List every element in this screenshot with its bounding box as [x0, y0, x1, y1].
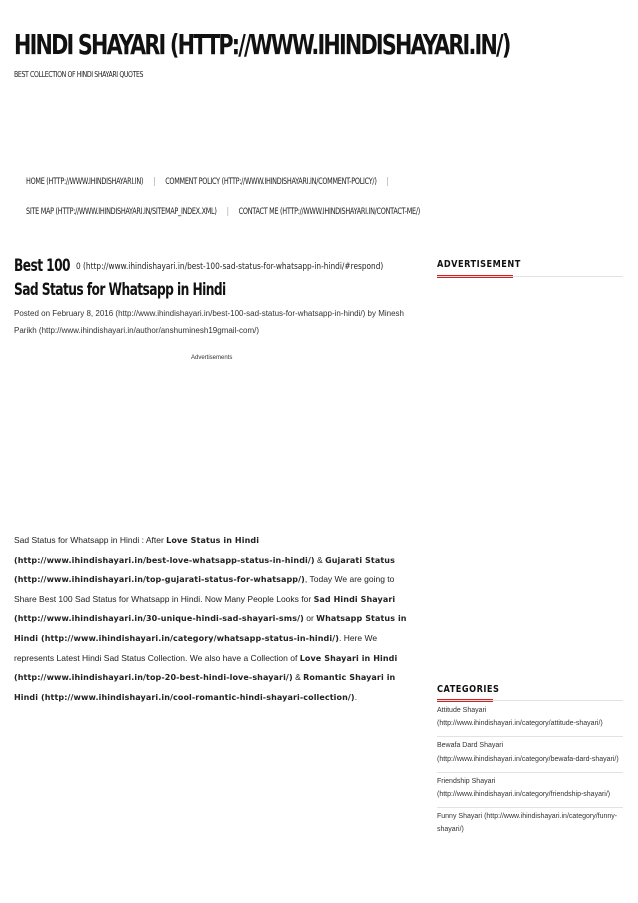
nav-item-site-map[interactable]: SITE MAP (HTTP://WWW.IHINDISHAYARI.IN/SITEMAP_INDEX.XML) — [26, 207, 217, 217]
link-romantic-shayari[interactable]: Romantic Shayari in Hindi (http://www.ihindishayari.in/cool-romantic-hindi-shayari-collection/) — [14, 673, 396, 702]
body-text: . Here We represents Latest Hindi Sad Status Collection. We also have a Collection of — [14, 632, 378, 663]
categories-widget-title: CATEGORIES — [437, 684, 500, 695]
main-nav-row-1 — [26, 177, 399, 187]
advertisement-widget-title: ADVERTISEMENT — [437, 259, 521, 270]
body-text: & — [292, 672, 304, 683]
link-sad-hindi-shayari[interactable]: Sad Hindi Shayari (http://www.ihindishayari.in/30-unique-hindi-sad-shayari-sms/) — [14, 594, 396, 624]
post-comments-link[interactable]: 0 (http://www.ihindishayari.in/best-100-sad-status-for-whatsapp-in-hindi/#respond) — [76, 262, 384, 272]
post-date-link[interactable]: February 8, 2016 (http://www.ihindishayari.in/best-100-sad-status-for-whatsapp-in-hindi/) — [52, 309, 366, 318]
meta-posted-on: Posted on — [14, 309, 53, 318]
advertisements-label: Advertisements — [191, 355, 233, 361]
nav-separator: | — [226, 207, 229, 217]
body-text: , Today We are going to Share Best 100 Sad Status for Whatsapp in Hindi. Now Many People Looks for — [14, 574, 395, 604]
body-text: & — [314, 554, 326, 565]
advertisement-widget-divider — [437, 276, 623, 277]
link-love-shayari[interactable]: Love Shayari in Hindi (http://www.ihindishayari.in/top-20-best-hindi-love-shayari/) — [14, 653, 398, 683]
nav-item-home[interactable]: HOME (HTTP://WWW.IHINDISHAYARI.IN) — [26, 177, 144, 187]
nav-item-contact-me[interactable]: CONTACT ME (HTTP://WWW.IHINDISHAYARI.IN/CONTACT-ME/) — [238, 207, 420, 217]
post-title-line-2[interactable]: Sad Status for Whatsapp in Hindi — [14, 280, 226, 300]
category-item-attitude[interactable]: Attitude Shayari (http://www.ihindishayari.in/category/attitude-shayari/) — [437, 702, 623, 737]
nav-separator: | — [153, 177, 156, 187]
post-content — [14, 531, 412, 707]
meta-by: by — [365, 309, 379, 318]
nav-item-comment-policy[interactable]: COMMENT POLICY (HTTP://WWW.IHINDISHAYARI.IN/COMMENT-POLICY/) — [165, 177, 377, 187]
main-nav-row-2 — [26, 207, 420, 217]
category-item-bewafa-dard[interactable]: Bewafa Dard Shayari (http://www.ihindishayari.in/category/bewafa-dard-shayari/) — [437, 737, 623, 772]
body-text: . — [354, 691, 358, 702]
site-description: BEST COLLECTION OF HINDI SHAYARI QUOTES — [14, 70, 144, 79]
post-author-link[interactable]: Minesh Parikh (http://www.ihindishayari.in/author/anshuminesh19gmail-com/) — [14, 309, 404, 335]
category-item-funny[interactable]: Funny Shayari (http://www.ihindishayari.in/category/funny-shayari/) — [437, 813, 618, 834]
site-title[interactable]: HINDI SHAYARI (HTTP://WWW.IHINDISHAYARI.IN/) — [14, 28, 510, 61]
nav-separator: | — [386, 177, 389, 187]
link-love-status[interactable]: Love Status in Hindi (http://www.ihindishayari.in/best-love-whatsapp-status-in-hindi/) — [14, 536, 315, 565]
post-title-line-1[interactable]: Best 100 — [14, 256, 70, 276]
categories-list — [437, 702, 623, 843]
body-text: Sad Status for Whatsapp in Hindi : After — [14, 535, 167, 545]
categories-widget-divider — [437, 700, 623, 701]
category-item-friendship[interactable]: Friendship Shayari (http://www.ihindishayari.in/category/friendship-shayari/) — [437, 773, 623, 808]
link-whatsapp-status[interactable]: Whatsapp Status in Hindi (http://www.ihindishayari.in/category/whatsapp-status-in-hindi/) — [14, 614, 407, 643]
link-gujarati-status[interactable]: Gujarati Status (http://www.ihindishayari.in/top-gujarati-status-for-whatsapp/) — [14, 555, 395, 585]
post-meta — [14, 305, 414, 339]
body-text: or — [303, 613, 317, 624]
